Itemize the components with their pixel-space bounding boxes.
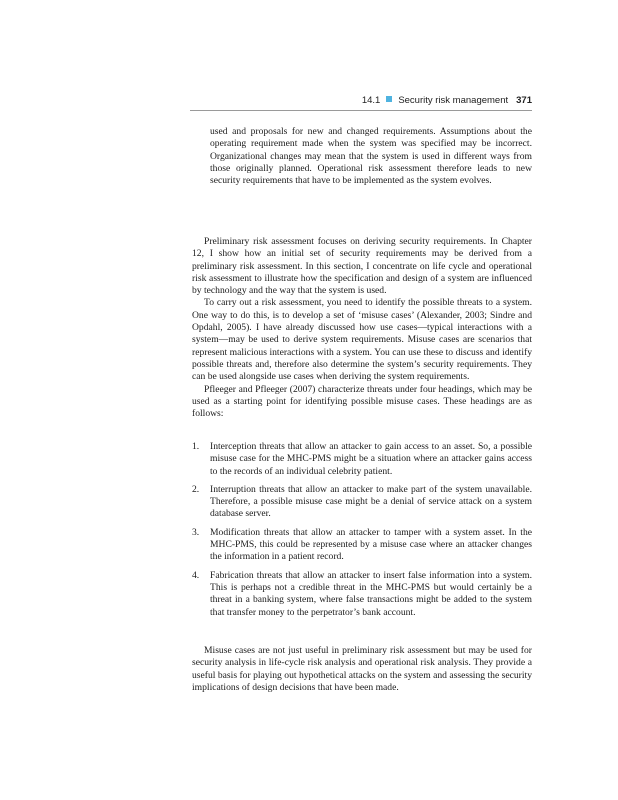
list-item [192, 570, 532, 619]
list-item [192, 441, 532, 478]
body-text [192, 236, 532, 420]
list-item [192, 527, 532, 564]
list-number: 1. [192, 441, 200, 452]
paragraph: Pfleeger and Pfleeger (2007) characterize threats under four headings, which may be used as a starting point for identifying possible misuse cases. These headings are as follows: [192, 383, 532, 420]
list-text: Fabrication threats that allow an attacker to insert false information into a system. This is perhaps not a credible threat in the MHC-PMS but would certainly be a threat in a banking system, where false transactions might be added to the system that transfer money to the perpetrator’s bank account. [210, 569, 532, 618]
list-number: 4. [192, 569, 200, 581]
section-title: Security risk management [398, 95, 509, 106]
page-number: 371 [516, 95, 532, 106]
header-rule [190, 110, 532, 111]
continued-paragraph: used and proposals for new and changed requirements. Assumptions about the operating requirement made when the system was specified may be incorrect. Organizational changes may mean that the system is used in different ways from those originally planned. Operational risk assessment therefore leads to new security requirements that have to be implemented as the system evolves. [210, 126, 532, 187]
threat-list [192, 441, 532, 625]
section-number: 14.1 [361, 95, 381, 106]
square-bullet-icon [386, 96, 392, 102]
list-number: 3. [192, 526, 200, 538]
closing-paragraph: Misuse cases are not just useful in preliminary risk assessment but may be used for security analysis in life-cycle risk analysis and operational risk analysis. They provide a useful basis for playing out hypothetical attacks on the system and assessing the security implications of design decisions that have been made. [192, 645, 532, 693]
running-header [0, 95, 532, 106]
list-number: 2. [192, 483, 200, 495]
list-text: Modification threats that allow an attacker to tamper with a system asset. In the MHC-PMS, this could be represented by a misuse case where an attacker changes the information in a patient record. [210, 526, 532, 563]
list-item [192, 484, 532, 521]
list-text: Interruption threats that allow an attacker to make part of the system unavailable. Therefore, a possible misuse case might be a denial of service attack on a system database server. [210, 483, 532, 520]
paragraph: To carry out a risk assessment, you need to identify the possible threats to a system. One way to do this, is to develop a set of ‘misuse cases’ (Alexander, 2003; Sindre and Opdahl, 2005). I have already discussed how use cases—typical interactions with a system—may be used to derive system requirements. Misuse cases are scenarios that represent malicious interactions with a system. You can use these to discuss and identify possible threats and, therefore also determine the system’s security requirements. They can be used alongside use cases when deriving the system requirements. [192, 297, 532, 383]
closing-text [192, 645, 532, 694]
paragraph: Preliminary risk assessment focuses on deriving security requirements. In Chapter 12, I show how an initial set of security requirements may be derived from a preliminary risk assessment. In this section, I concentrate on life cycle and operational risk assessment to illustrate how the specification and design of a system are influenced by technology and the way that the system is used. [192, 236, 532, 297]
list-text: Interception threats that allow an attacker to gain access to an asset. So, a possible misuse case for the MHC-PMS might be a situation where an attacker gains access to the records of an individual celebrity patient. [210, 441, 532, 477]
